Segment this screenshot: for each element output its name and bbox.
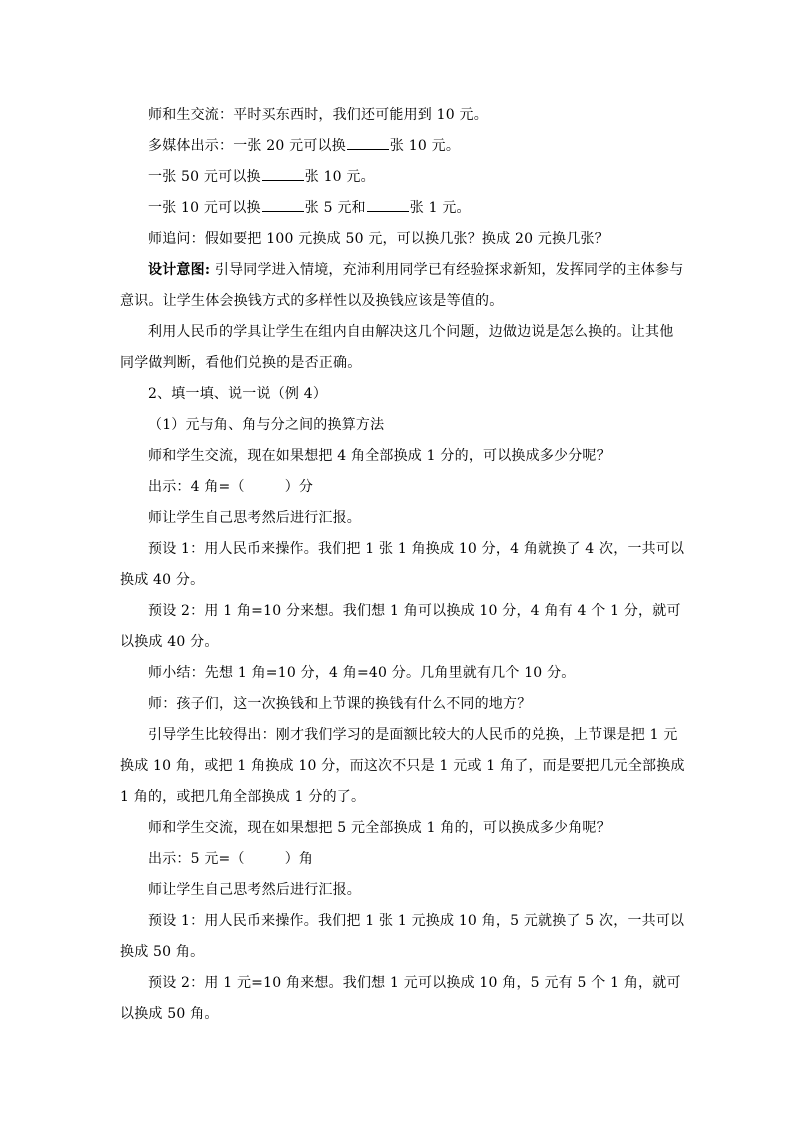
paragraph-10yuan [120,193,686,224]
text: 预设 1：用人民币来操作。我们把 1 张 1 元换成 10 角，5 元就换了 5 次，一共可以换成 50 角。 [120,913,685,960]
text: 利用人民币的学具让学生在组内自由解决这几个问题，边做边说是怎么换的。让其他同学做判断，看他们兑换的是否正确。 [120,324,674,371]
text: 师：孩子们，这一次换钱和上节课的换钱有什么不同的地方？ [148,696,532,712]
text: 张 10 元。 [304,169,375,185]
paragraph-50yuan [120,162,686,193]
text: 师和学生交流，现在如果想把 5 元全部换成 1 角的，可以换成多少角呢？ [148,820,611,836]
document-body [120,100,686,1030]
text: 张 10 元。 [389,138,461,154]
text: 师追问：假如要把 100 元换成 50 元，可以换几张？换成 20 元换几张？ [148,231,609,247]
paragraph-teacher-question [120,224,686,255]
text: 出示：4 角=（ [148,479,245,495]
text: 张 1 元。 [409,200,471,216]
paragraph-teacher-summary [120,658,686,689]
paragraph-preset-1-yuan [120,906,686,968]
text: 引导学生比较得出：刚才我们学习的是面额比较大的人民币的兑换，上节课是把 1 元换成 10 角，或把 1 角换成 10 分，而这次不只是 1 元或 1 角了，而是要把几元全部换成 1 角的，或把几角全部换成 1 分的了。 [120,727,685,805]
fill-blank [347,137,389,150]
text: 一张 10 元可以换 [148,200,261,216]
text: 2、填一填、说一说（例 4） [148,386,328,402]
paragraph-preset-1-jiao [120,534,686,596]
text: 张 5 元和 [304,200,366,216]
paragraph-think-report-1 [120,503,686,534]
paragraph-preset-2-jiao [120,596,686,658]
text: 师小结：先想 1 角=10 分，4 角=40 分。几角里就有几个 10 分。 [148,665,576,681]
design-intent-label: 设计意图 [148,262,205,278]
subsection-heading-conversion [120,410,686,441]
paragraph-5yuan-question [120,813,686,844]
section-heading-fill-say [120,379,686,410]
text: 预设 1：用人民币来操作。我们把 1 张 1 角换成 10 分，4 角就换了 4 次，一共可以换成 40 分。 [120,541,685,588]
paragraph-show-4jiao [120,472,686,503]
paragraph-preset-2-yuan [120,968,686,1030]
paragraph-teacher-compare [120,689,686,720]
text: 预设 2：用 1 角=10 分来想。我们想 1 角可以换成 10 分，4 角有 4 个 1 分，就可以换成 40 分。 [120,603,681,650]
text: ）分 [284,479,314,495]
fill-blank [262,199,304,212]
text: 出示：5 元=（ [148,851,245,867]
paragraph-guided-comparison [120,720,686,813]
text: 预设 2：用 1 元=10 角来想。我们想 1 元可以换成 10 角，5 元有 5 个 1 角，就可以换成 50 角。 [120,975,681,1022]
paragraph-design-intent [120,255,686,317]
text: 一张 50 元可以换 [148,169,261,185]
text: 师和学生交流，现在如果想把 4 角全部换成 1 分的，可以换成多少分呢？ [148,448,611,464]
paragraph-multimedia-20yuan [120,131,686,162]
text: 引导同学进入情境，充沛利用同学已有经验探求新知，发挥同学的主体参与意识。让学生体会换钱方式的多样性以及换钱应该是等值的。 [120,262,684,309]
text: 师让学生自己思考然后进行汇报。 [148,882,361,898]
paragraph-exchange-intro [120,100,686,131]
paragraph-show-5yuan [120,844,686,875]
text: 多媒体出示：一张 20 元可以换 [148,138,346,154]
text: 师和生交流：平时买东西时，我们还可能用到 10 元。 [148,107,488,123]
paragraph-think-report-2 [120,875,686,906]
paragraph-group-activity [120,317,686,379]
fill-blank [262,168,304,181]
paragraph-4jiao-question [120,441,686,472]
text: 师让学生自己思考然后进行汇报。 [148,510,361,526]
design-intent-colon: : [204,262,211,278]
text: ）角 [284,851,314,867]
fill-blank [367,199,409,212]
text: （1）元与角、角与分之间的换算方法 [148,417,385,433]
